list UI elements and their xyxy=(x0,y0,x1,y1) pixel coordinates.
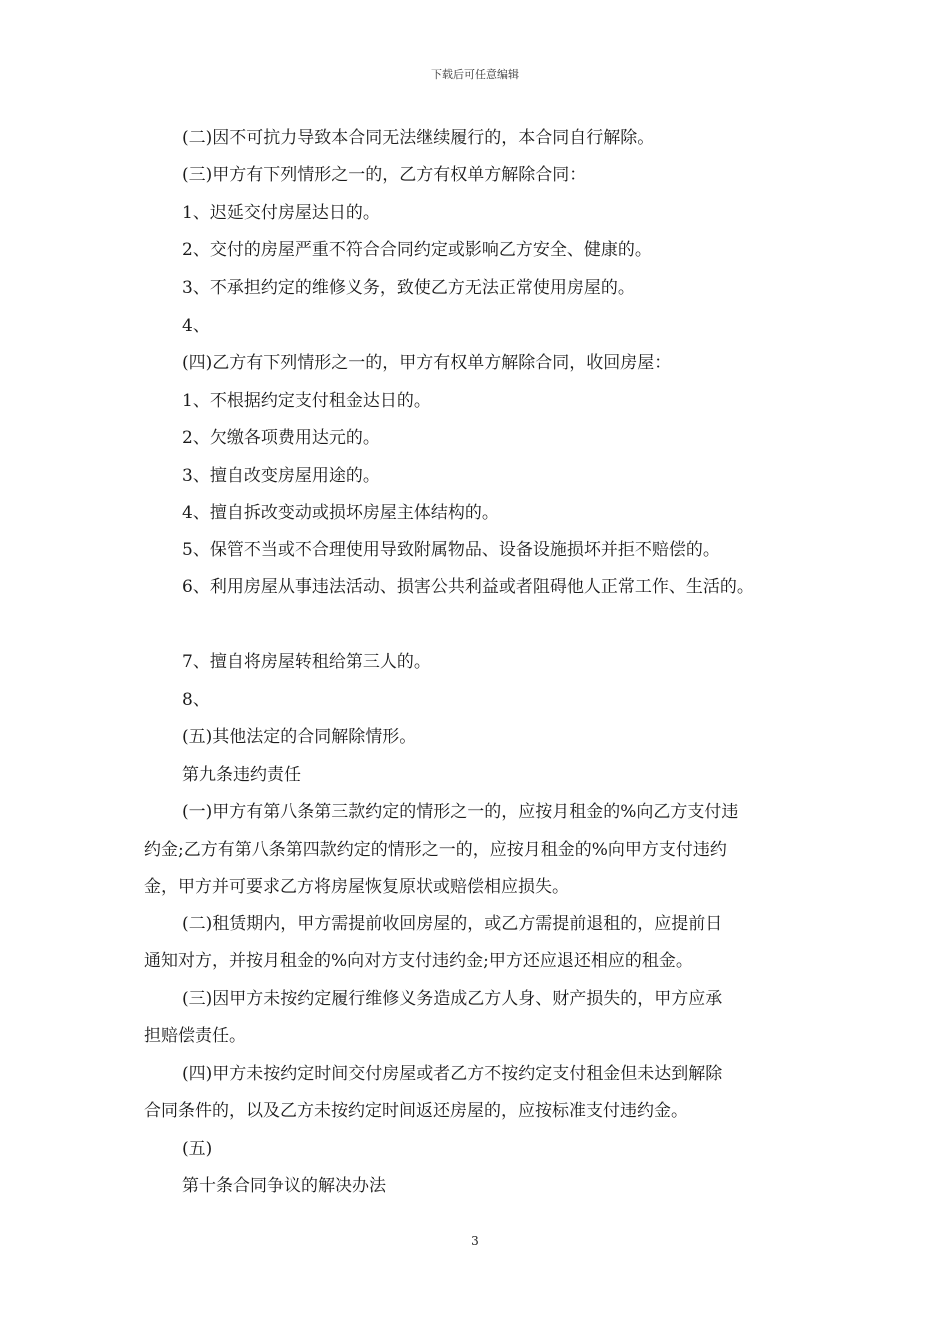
page-header: 下载后可任意编辑 xyxy=(431,68,519,81)
paragraph-line: (三)甲方有下列情形之一的，乙方有权单方解除合同： xyxy=(182,165,587,185)
paragraph-line: 3、擅自改变房屋用途的。 xyxy=(182,466,380,486)
paragraph-line: 3、不承担约定的维修义务，致使乙方无法正常使用房屋的。 xyxy=(182,278,635,298)
paragraph-line: (三)因甲方未按约定履行维修义务造成乙方人身、财产损失的，甲方应承 xyxy=(182,989,723,1009)
page-number: 3 xyxy=(471,1234,479,1248)
paragraph-line: (四)甲方未按约定时间交付房屋或者乙方不按约定支付租金但未达到解除 xyxy=(182,1064,723,1084)
paragraph-line: 通知对方，并按月租金的%向对方支付违约金;甲方还应退还相应的租金。 xyxy=(144,951,693,971)
paragraph-line: 1、不根据约定支付租金达日的。 xyxy=(182,391,431,411)
paragraph-line: (五) xyxy=(182,1139,213,1159)
paragraph-line: 金，甲方并可要求乙方将房屋恢复原状或赔偿相应损失。 xyxy=(144,877,569,897)
paragraph-line: 4、 xyxy=(182,316,210,336)
paragraph-line: 4、擅自拆改变动或损坏房屋主体结构的。 xyxy=(182,503,499,523)
paragraph-line: 2、欠缴各项费用达元的。 xyxy=(182,428,380,448)
paragraph-line: 担赔偿责任。 xyxy=(144,1026,246,1046)
paragraph-line: 7、擅自将房屋转租给第三人的。 xyxy=(182,652,431,672)
section-heading: 第九条违约责任 xyxy=(182,765,301,785)
paragraph-line: (二)租赁期内，甲方需提前收回房屋的，或乙方需提前退租的，应提前日 xyxy=(182,914,723,934)
paragraph-line: 5、保管不当或不合理使用导致附属物品、设备设施损坏并拒不赔偿的。 xyxy=(182,540,720,560)
paragraph-line: (一)甲方有第八条第三款约定的情形之一的，应按月租金的%向乙方支付违 xyxy=(182,802,739,822)
section-heading: 第十条合同争议的解决办法 xyxy=(182,1176,386,1196)
paragraph-line: 2、交付的房屋严重不符合合同约定或影响乙方安全、健康的。 xyxy=(182,240,652,260)
paragraph-line: (五)其他法定的合同解除情形。 xyxy=(182,727,417,747)
paragraph-line: 8、 xyxy=(182,690,210,710)
paragraph-line: (四)乙方有下列情形之一的，甲方有权单方解除合同，收回房屋： xyxy=(182,353,672,373)
paragraph-line: 合同条件的，以及乙方未按约定时间返还房屋的，应按标准支付违约金。 xyxy=(144,1101,688,1121)
paragraph-line: 6、利用房屋从事违法活动、损害公共利益或者阻碍他人正常工作、生活的。 xyxy=(182,577,754,597)
paragraph-line: (二)因不可抗力导致本合同无法继续履行的，本合同自行解除。 xyxy=(182,128,655,148)
paragraph-line: 1、迟延交付房屋达日的。 xyxy=(182,203,380,223)
paragraph-line: 约金;乙方有第八条第四款约定的情形之一的，应按月租金的%向甲方支付违约 xyxy=(144,840,727,860)
